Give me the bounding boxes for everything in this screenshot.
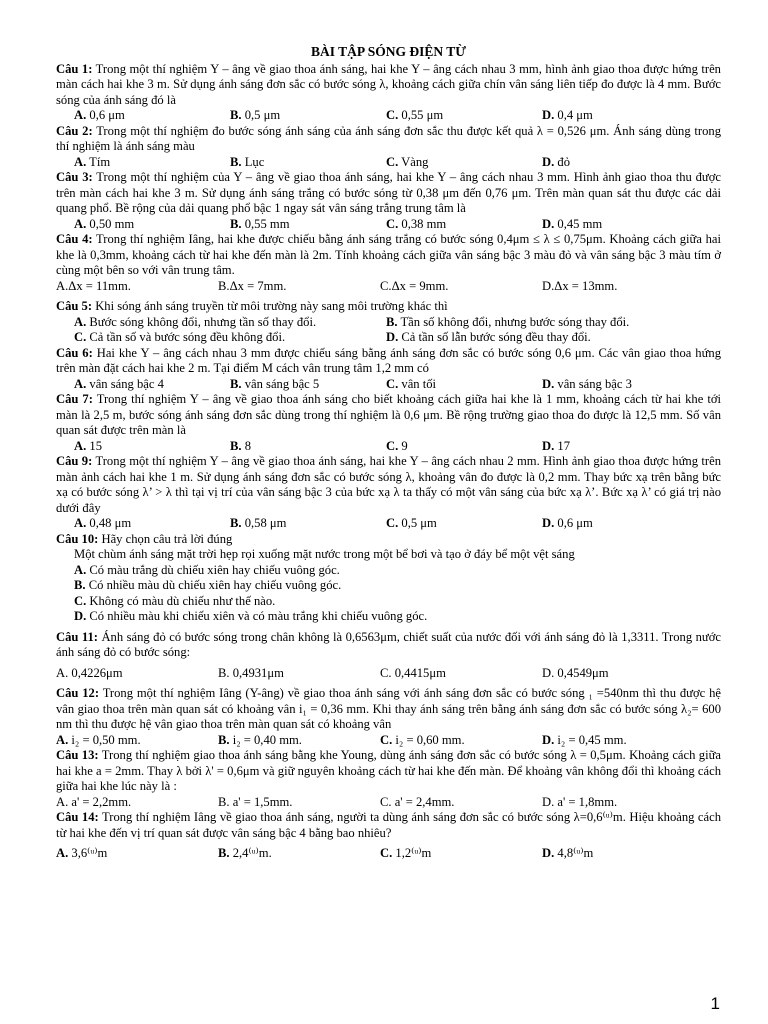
option-c [380, 279, 542, 295]
option-label: B. [74, 578, 86, 592]
option-label: D. [542, 794, 555, 809]
options-row [56, 377, 721, 393]
option-label: B. [230, 438, 242, 453]
option-label: D. [542, 154, 555, 169]
option-c [386, 516, 542, 532]
option-b [230, 217, 386, 233]
option-a [74, 217, 230, 233]
question-text: Trong một thí nghiệm Y – âng về giao thoa ánh sáng, hai khe Y – âng cách nhau 3 mm, hình ảnh giao thoa được hứng trên màn cách hai khe 3 m. Sử dụng ánh sáng đơn sắc có bước sóng λ, khoảng cách giữa chín vân sáng liên tiếp đo được là 4 mm. Bước sóng của ánh sáng đó là [56, 61, 721, 107]
option-c [386, 217, 542, 233]
option-text: Δx = 11mm. [68, 278, 131, 293]
option-text: vân sáng bậc 5 [244, 376, 320, 391]
option-text: Có màu trắng dù chiếu xiên hay chiếu vuông góc. [89, 562, 340, 577]
question-number: Câu 2: [56, 123, 93, 138]
option-c [380, 733, 542, 749]
option-label: B. [230, 376, 242, 391]
option-a [56, 795, 218, 811]
option-label: A. [56, 846, 69, 860]
option-a [74, 315, 386, 331]
option-label: B. [230, 154, 242, 169]
option-text: 1,2⁽ᵘ⁾m [395, 846, 432, 860]
option-text: a' = 1,8mm. [557, 794, 618, 809]
option-text: đỏ [557, 154, 570, 169]
question-stem [56, 532, 721, 548]
option-label: B. [218, 794, 230, 809]
option-d [542, 733, 704, 749]
option-a [56, 846, 218, 862]
option-b [386, 315, 698, 331]
question-text: Hãy chọn câu trả lời đúng [101, 531, 233, 546]
option-label: A. [74, 516, 87, 530]
question-text: Trong một thí nghiệm Y – âng về giao thoa ánh sáng, hai khe Y – âng cách nhau 2 mm. Hình ảnh giao thoa được hứng trên màn ảnh cách hai khe 1 m. Sử dụng ánh sáng đơn sắc có bước sóng λ, khoảng vân đo được là 0,2 mm. Thay bức xạ trên bằng bức xạ có bước sóng λ’ > λ thì tại vị trí của vân sáng bậc 3 của bức xạ λ ta thấy có một vân sáng của bức xạ λ’. Bức xạ λ’ có giá trị nào dưới đây [56, 454, 721, 515]
option-b [230, 377, 386, 393]
option-label: A. [74, 314, 87, 329]
option-text: Δx = 9mm. [391, 278, 449, 293]
options-row [56, 155, 721, 171]
question-7 [56, 392, 721, 454]
option-text: 0,55 μm [401, 108, 444, 122]
option-label: D. [74, 609, 87, 623]
option-label: A. [74, 562, 87, 577]
options-row [56, 516, 721, 532]
option-label: A. [74, 376, 87, 391]
option-text: 17 [557, 438, 570, 453]
question-number: Câu 11: [56, 629, 98, 644]
option-text: 0,4226μm [71, 665, 123, 680]
option-text: 0,45 mm [557, 216, 603, 231]
options-row [56, 846, 721, 862]
question-intro: Một chùm ánh sáng mặt trời hẹp rọi xuống mặt nước trong một bể bơi và tạo ở đáy bể một vệt sáng [74, 547, 575, 561]
option-text: Có nhiều màu dù chiếu xiên hay chiếu vuông góc. [88, 578, 342, 592]
option-text: Cả tần số lẫn bước sóng đều thay đổi. [401, 330, 591, 344]
option-text: i₂ = 0,50 mm. [71, 732, 141, 747]
question-1 [56, 62, 721, 124]
options-row [56, 733, 721, 749]
question-text: Khi sóng ánh sáng truyền từ môi trường này sang môi trường khác thì [95, 299, 448, 313]
option-text: 2,4⁽ᵘ⁾m. [232, 846, 272, 860]
option-c [74, 330, 386, 346]
document-page [56, 44, 721, 862]
option-text: 3,6⁽ᵘ⁾m [71, 846, 108, 860]
option-d [542, 666, 704, 682]
option-label: C. [380, 732, 393, 747]
page-title: BÀI TẬP SÓNG ĐIỆN TỪ [310, 44, 467, 59]
option-text: 0,38 mm [401, 216, 447, 231]
option-text: Vàng [401, 154, 429, 169]
option-label: B. [218, 665, 230, 680]
option-c [386, 377, 542, 393]
option-text: i₂ = 0,45 mm. [557, 732, 627, 747]
option-c [386, 108, 542, 124]
option-text: 0,6 μm [89, 108, 125, 122]
option-c [386, 439, 542, 455]
question-text: Trong một thí nghiệm đo bước sóng ánh sáng của ánh sáng đơn sắc thu được kết quả λ = 0,526 μm. Ánh sáng dùng trong thí nghiệm là ánh sáng màu [56, 123, 721, 153]
option-label: D. [542, 278, 555, 293]
option-c [380, 666, 542, 682]
option-label: A. [56, 665, 69, 680]
option-label: C. [386, 216, 399, 231]
option-text: 4,8⁽ᵘ⁾m [557, 846, 594, 860]
question-stem [56, 748, 721, 795]
option-d [542, 108, 698, 124]
question-10 [56, 532, 721, 625]
option-b [218, 846, 380, 862]
option-b [230, 108, 386, 124]
question-6 [56, 346, 721, 393]
options-row [56, 666, 721, 682]
option-label: B. [386, 314, 398, 329]
option-a [74, 516, 230, 532]
option-label: C. [74, 593, 87, 608]
option-text: 9 [401, 438, 408, 453]
option-d [542, 217, 698, 233]
option-label: A. [56, 278, 69, 293]
option-a [74, 439, 230, 455]
question-stem [56, 124, 721, 155]
option-a [74, 108, 230, 124]
question-stem [56, 170, 721, 217]
question-stem [56, 392, 721, 439]
option-b [218, 733, 380, 749]
option-text: Tần số không đổi, nhưng bước sóng thay đổi. [400, 314, 630, 329]
option-label: A. [74, 108, 87, 122]
option-text: 0,50 mm [89, 216, 135, 231]
option-text: Δx = 7mm. [229, 278, 287, 293]
options-row [56, 795, 721, 811]
question-stem [56, 299, 721, 315]
question-stem [56, 232, 721, 279]
option-text: Cả tần số và bước sóng đều không đổi. [89, 330, 286, 344]
option-label: B. [230, 108, 242, 122]
question-stem [56, 346, 721, 377]
option-text: a' = 2,4mm. [394, 794, 455, 809]
question-stem [56, 686, 721, 733]
option-text: Có nhiều màu khi chiếu xiên và có màu trắng khi chiếu vuông góc. [89, 609, 428, 623]
option-text: i₂ = 0,40 mm. [232, 732, 302, 747]
question-number: Câu 13: [56, 748, 99, 762]
option-label: C. [386, 108, 399, 122]
option-d [542, 795, 704, 811]
question-stem [56, 454, 721, 516]
option-label: C. [74, 330, 87, 344]
question-number: Câu 10: [56, 531, 99, 546]
option-label: C. [380, 846, 393, 860]
option-text: 0,58 μm [244, 516, 287, 530]
question-text: Trong thí nghiệm Iâng, hai khe được chiếu bằng ánh sáng trắng có bước sóng 0,4μm ≤ λ ≤ 0,75μm. Khoảng cách giữa hai khe là 0,3mm, khoảng cách từ hai khe đến màn là 2m. Tính khoảng cách giữa vân sáng bậc 3 màu đỏ và vân sáng bậc 3 màu tím ở cùng một bên so với vân trung tâm. [56, 232, 721, 277]
option-a [74, 155, 230, 171]
option-label: C. [380, 278, 392, 293]
option-b [218, 666, 380, 682]
option-label: D. [542, 846, 555, 860]
option-text: i₂ = 0,60 mm. [395, 732, 465, 747]
options-row [56, 279, 721, 295]
option-c [380, 846, 542, 862]
option-label: B. [218, 846, 230, 860]
option-text: 0,6 μm [557, 516, 593, 530]
option-text: a' = 2,2mm. [71, 794, 132, 809]
options-row [56, 315, 721, 331]
option-text: vân sáng bậc 3 [557, 376, 632, 391]
option-label: D. [542, 216, 555, 231]
question-14 [56, 810, 721, 862]
option-label: B. [218, 732, 230, 747]
question-number: Câu 12: [56, 686, 100, 700]
option-label: C. [380, 794, 392, 809]
option-text: 0,4415μm [394, 665, 446, 680]
option-c [380, 795, 542, 811]
option-text: a' = 1,5mm. [232, 794, 293, 809]
question-stem [56, 62, 721, 109]
question-text: Trong một thí nghiệm Iâng (Y-âng) về giao thoa ánh sáng với ánh sáng đơn sắc có bước sóng ₁ =540nm thì thu được hệ vân giao thoa trên màn quan sát có khoảng vân i₁ = 0,36 mm. Khi thay ánh sáng trên bằng ánh sáng đơn sắc có bước sóng λ₂= 600 nm thì thu được hệ vân giao thoa trên màn quan sát có khoảng vân [56, 686, 721, 731]
options-list [56, 563, 721, 625]
option-label: A. [74, 438, 87, 453]
option-a [56, 563, 721, 579]
options-row [56, 108, 721, 124]
option-d [386, 330, 698, 346]
option-label: D. [386, 330, 399, 344]
option-b [218, 795, 380, 811]
question-text: Trong thí nghiệm Iâng về giao thoa ánh sáng, người ta dùng ánh sáng đơn sắc có bước sóng λ=0,6⁽ᵘ⁾m. Hiệu khoảng cách từ hai khe đến vị trí quan sát được vân sáng bậc 4 bằng bao nhiêu? [56, 810, 721, 840]
question-11 [56, 630, 721, 682]
options-row [56, 217, 721, 233]
option-label: A. [56, 732, 69, 747]
question-number: Câu 3: [56, 170, 93, 184]
option-text: Δx = 13mm. [554, 278, 618, 293]
option-label: B. [218, 278, 230, 293]
question-2 [56, 124, 721, 171]
option-d [542, 846, 704, 862]
option-text: 0,5 μm [401, 516, 437, 530]
question-stem [56, 630, 721, 661]
question-text: Hai khe Y – âng cách nhau 3 mm được chiếu sáng bằng ánh sáng đơn sắc có bước sóng 0,6 μm. Các vân giao thoa hứng trên màn đặt cách hai khe 2 m. Tại điểm M cách vân trung tâm 1,2 mm có [56, 345, 721, 375]
option-text: 15 [89, 438, 102, 453]
option-label: C. [386, 154, 399, 169]
option-d [542, 279, 704, 295]
option-label: B. [230, 216, 242, 231]
option-label: A. [74, 216, 87, 231]
option-label: A. [74, 154, 87, 169]
option-c [386, 155, 542, 171]
option-a [56, 666, 218, 682]
question-number: Câu 14: [56, 810, 99, 824]
option-text: Tím [89, 154, 111, 169]
option-b [56, 578, 721, 594]
option-d [542, 155, 698, 171]
question-number: Câu 7: [56, 392, 93, 406]
option-b [230, 516, 386, 532]
option-d [56, 609, 721, 625]
question-9 [56, 454, 721, 532]
question-5 [56, 299, 721, 346]
option-d [542, 377, 698, 393]
question-4 [56, 232, 721, 294]
option-b [230, 439, 386, 455]
question-text: Ánh sáng đỏ có bước sóng trong chân không là 0,6563μm, chiết suất của nước đối với ánh sáng đỏ là 1,3311. Trong nước ánh sáng đỏ có bước sóng: [56, 629, 721, 659]
option-text: Lục [244, 154, 265, 169]
option-label: B. [230, 516, 242, 530]
option-b [218, 279, 380, 295]
option-label: C. [386, 516, 399, 530]
option-text: vân sáng bậc 4 [89, 376, 164, 391]
question-number: Câu 4: [56, 232, 93, 246]
option-text: 0,55 mm [244, 216, 290, 231]
option-d [542, 439, 698, 455]
option-text: vân tối [401, 376, 437, 391]
question-number: Câu 5: [56, 299, 93, 313]
option-label: C. [386, 438, 399, 453]
option-text: 0,48 μm [89, 516, 132, 530]
option-text: Bước sóng không đổi, nhưng tần số thay đổi. [89, 314, 317, 329]
option-label: D. [542, 376, 555, 391]
options-row [56, 439, 721, 455]
option-label: D. [542, 438, 555, 453]
option-a [74, 377, 230, 393]
option-label: C. [380, 665, 392, 680]
question-text: Trong thí nghiệm giao thoa ánh sáng bằng khe Young, dùng ánh sáng đơn sắc có bước sóng λ = 0,5μm. Khoảng cách giữa hai khe a = 2mm. Thay λ bởi λ' = 0,6μm và giữ nguyên khoảng cách từ hai khe đến màn. Để khoảng vân không đổi thì khoảng cách giữa hai khe lúc này là : [56, 748, 722, 793]
option-label: D. [542, 516, 555, 530]
options-row [56, 330, 721, 346]
option-text: 0,4931μm [232, 665, 284, 680]
option-label: D. [542, 665, 555, 680]
question-13 [56, 748, 721, 810]
option-label: C. [386, 376, 399, 391]
question-number: Câu 9: [56, 454, 93, 468]
option-c [56, 594, 721, 610]
question-12 [56, 686, 721, 748]
option-d [542, 516, 698, 532]
question-stem [56, 810, 721, 841]
option-text: 0,4549μm [557, 665, 609, 680]
option-b [230, 155, 386, 171]
option-label: D. [542, 108, 555, 122]
option-text: Không có màu dù chiếu như thế nào. [89, 593, 276, 608]
option-a [56, 279, 218, 295]
question-number: Câu 1: [56, 61, 93, 76]
question-text: Trong thí nghiệm Y – âng về giao thoa ánh sáng cho biết khoảng cách giữa hai khe là 1 mm, khoảng cách từ hai khe tới màn là 2,5 m, bước sóng ánh sáng đơn sắc dùng trong thí nghiệm là 0,6 μm. Bề rộng trường giao thoa đo được là 12,5 mm. Số vân quan sát được trên màn là [56, 392, 721, 437]
option-a [56, 733, 218, 749]
question-number: Câu 6: [56, 345, 93, 360]
option-label: D. [542, 732, 555, 747]
page-number: 1 [710, 994, 720, 1013]
option-text: 0,4 μm [557, 108, 593, 122]
option-text: 0,5 μm [244, 108, 281, 122]
question-text: Trong một thí nghiệm của Y – âng về giao thoa ánh sáng, hai khe Y – âng cách nhau 3 mm. Hình ảnh giao thoa thu được trên màn cách hai khe 3 m. Sử dụng ánh sáng trắng có bước sóng từ 0,38 μm đến 0,76 μm. Trên màn quan sát thu được các dải quang phổ. Bề rộng của dải quang phổ bậc 1 ngay sát vân sáng trắng trung tâm là [56, 170, 721, 215]
option-label: A. [56, 794, 69, 809]
question-3 [56, 170, 721, 232]
option-text: 8 [244, 438, 252, 453]
